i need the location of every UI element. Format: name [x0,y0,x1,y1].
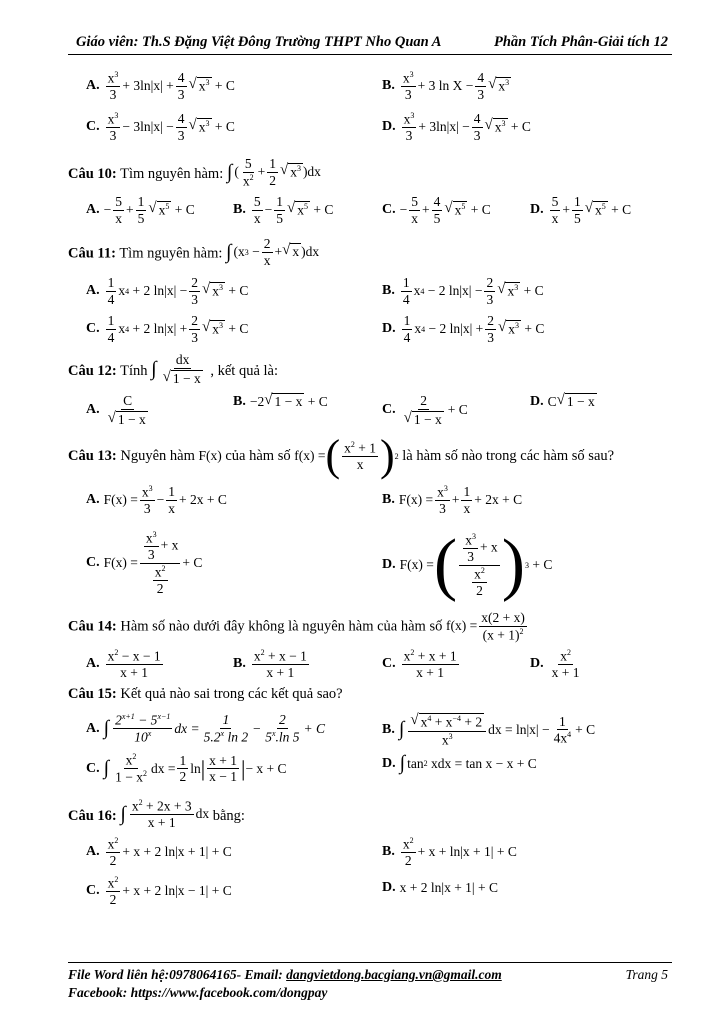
q9-option-b: B. $\frac{x^3}{3}$ + 3 ln X − $\frac{4}{3}$ √ $x^3$ [382,70,510,103]
question-11-text: Tìm nguyên hàm: [119,245,223,262]
q13-option-d: D. F(x) = ( $\frac{x^3}{3}$ + x $\frac{x^2}{2}$ ) 3 + C [382,526,553,603]
q15-option-a: A. ∫ $\frac{2^{x+1} - 5^{x-1}}{10^x}$ dx = $\frac{1}{5.2^x \ln 2}$ − $\frac{2}{5^x.\ln 5}$ + C [86,712,326,745]
question-10-expr: ∫ ( $\frac{5}{x^2}$ + $\frac{1}{2}$ √ $x^3$ )dx [226,156,321,189]
header-chapter: Phần Tích Phân-Giải tích 12 [493,34,668,50]
q10-option-b: B. $\frac{5}{x}$ − $\frac{1}{5}$ √ $x^5$ + C [233,194,334,226]
q14-option-d: D. $\frac{x^2}{x + 1}$ [530,648,580,681]
page-number: Trang 5 [625,967,668,982]
question-14-label: Câu 14: [68,618,117,635]
footer-email-link[interactable]: dangvietdong.bacgiang.vn@gmail.com [286,967,502,982]
question-12-tail: , kết quả là: [210,362,279,379]
q14-option-b: B. $\frac{x^2 + x - 1}{x + 1}$ [233,648,307,681]
page-header [68,30,672,55]
q11-option-a: A. $\frac{1}{4}$ x 4 + 2 ln|x| − $\frac{2}{3}$ √ $x^3$ + C [86,275,249,307]
q13-option-a: A. F(x) = $\frac{x^3}{3}$ − $\frac{1}{x}$ + 2x + C [86,484,227,517]
question-12-label: Câu 12: [68,362,117,379]
question-10-label: Câu 10: [68,165,117,182]
question-14-expr: f(x) = $\frac{x(2 + x)}{(x + 1)^2}$ [445,610,525,643]
question-11 [68,236,319,268]
question-16-expr: ∫ $\frac{x^2 + 2x + 3}{x + 1}$ dx [120,798,210,831]
footer-contact: File Word liên hệ:0978064165- Email: dangvietdong.bacgiang.vn@gmail.com [68,967,502,982]
q15-option-d: D. ∫ tan 2 xdx = tan x − x + C [382,752,537,774]
q16-option-c: C. $\frac{x^2}{2}$ + x + 2 ln|x − 1| + C [86,875,232,908]
q10-option-d: D. $\frac{5}{x}$ + $\frac{1}{5}$ √ $x^5$ + C [530,194,632,226]
question-15-text: Kết quả nào sai trong các kết quả sao? [120,686,343,702]
question-15 [68,686,343,703]
question-12-expr: ∫ dx √ 1 − x [151,352,201,386]
q9-option-a: A. $\frac{x^3}{3}$ + 3ln|x| + $\frac{4}{3}$ √ $x^3$ + C [86,70,235,103]
question-12 [68,352,278,387]
q12-option-a: A. C √ 1 − x [86,393,146,427]
q11-option-d: D. $\frac{1}{4}$ x 4 − 2 ln|x| + $\frac{2}{3}$ √ $x^3$ + C [382,313,545,345]
q12-option-b: B. −2 √ 1 − x + C [233,392,328,409]
q15-option-c: C. ∫ $\frac{x^2}{1 - x^2}$ dx = $\frac{1}{2}$ ln | $\frac{x + 1}{x - 1}$ | − x + C [86,752,287,785]
q13-option-c: C. F(x) = $\frac{x^3}{3}$ + x $\frac{x^2}{2}$ + C [86,530,203,596]
q10-option-c: C. − $\frac{5}{x}$ + $\frac{4}{5}$ √ $x^5$ + C [382,194,491,226]
header-teacher: Giáo viên: Th.S Đặng Việt Đông Trường THPT Nho Quan A [76,34,442,50]
question-14: Câu 14: Hàm số nào dưới đây không là nguyên hàm của hàm số f(x) = $\frac{x(2 + x)}{(x + 1)^2}$ [68,610,529,643]
question-15-label: Câu 15: [68,686,117,702]
question-13-tail: là hàm số nào trong các hàm số sau? [402,448,615,464]
q16-option-b: B. $\frac{x^2}{2}$ + x + ln|x + 1| + C [382,836,517,869]
q12-option-d: D. C √ 1 − x [530,392,595,409]
q11-option-b: B. $\frac{1}{4}$ x 4 − 2 ln|x| − $\frac{2}{3}$ √ $x^3$ + C [382,275,544,307]
q10-option-a: A. − $\frac{5}{x}$ + $\frac{1}{5}$ √ $x^5$ + C [86,194,195,226]
q16-option-a: A. $\frac{x^2}{2}$ + x + 2 ln|x + 1| + C [86,836,232,869]
question-16-label: Câu 16: [68,807,117,824]
q9-option-c: C. $\frac{x^3}{3}$ − 3ln|x| − $\frac{4}{3}$ √ $x^3$ + C [86,111,235,144]
footer-facebook-link[interactable]: Facebook: https://www.facebook.com/dongpay [68,985,328,1000]
page-footer [68,962,672,1003]
question-11-label: Câu 11: [68,245,116,262]
question-16-tail: bằng: [212,807,245,824]
question-13-expr: f(x) = ( $\frac{x^2 + 1}{x}$ ) 2 [294,431,399,480]
q14-option-a: A. $\frac{x^2 - x - 1}{x + 1}$ [86,648,161,681]
question-12-text: Tính [120,362,148,379]
q11-option-c: C. $\frac{1}{4}$ x 4 + 2 ln|x| + $\frac{2}{3}$ √ $x^3$ + C [86,313,249,345]
q12-option-c: C. 2 √ 1 − x + C [382,393,468,427]
question-16 [68,798,245,831]
question-11-expr: ∫ (x 3 − $\frac{2}{x}$ + √ x )dx [226,236,320,268]
question-10-text: Tìm nguyên hàm: [120,165,224,182]
question-10 [68,156,321,189]
q16-option-d: D. x + 2 ln|x + 1| + C [382,880,499,895]
question-13: Câu 13: Nguyên hàm F(x) của hàm số f(x) = ( $\frac{x^2 + 1}{x}$ ) 2 là hàm số nào trong các hàm số sau? [68,431,615,480]
q15-option-b: B. ∫ √ $x^4 + x^{-4} + 2$ $x^3$ dx = ln|x| − $\frac{1}{4x^4}$ + C [382,712,596,748]
q14-option-c: C. $\frac{x^2 + x + 1}{x + 1}$ [382,648,457,681]
question-13-label: Câu 13: [68,448,117,464]
q13-option-b: B. F(x) = $\frac{x^3}{3}$ + $\frac{1}{x}$ + 2x + C [382,484,523,517]
q9-option-d: D. $\frac{x^3}{3}$ + 3ln|x| − $\frac{4}{3}$ √ $x^3$ + C [382,111,531,144]
